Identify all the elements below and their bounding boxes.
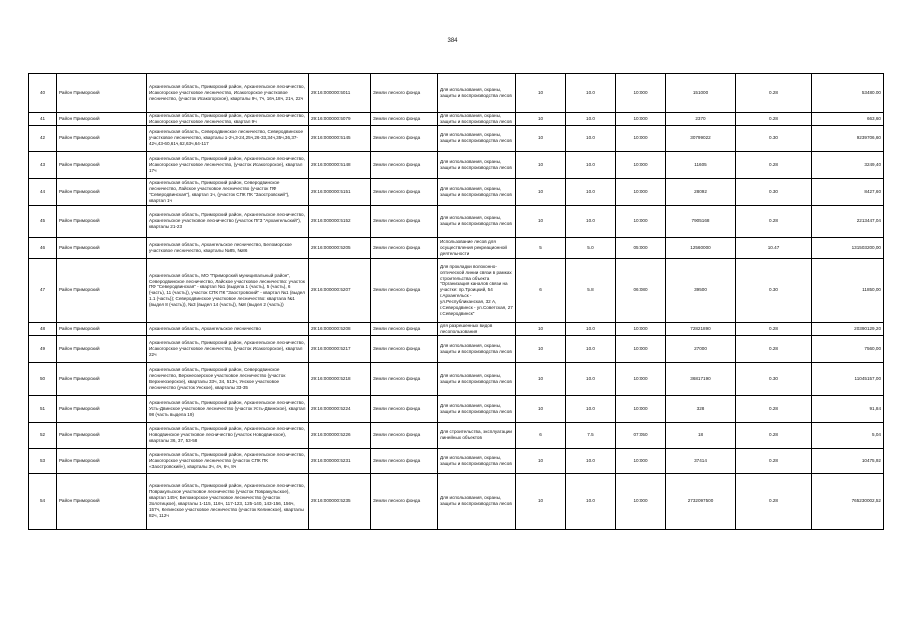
cadastral-value-cell: 9239706,60 xyxy=(812,125,884,151)
ratio-cell: 0.30 xyxy=(736,362,812,395)
ratio-cell: 0.28 xyxy=(736,335,812,362)
ratio-cell: 0.28 xyxy=(736,395,812,422)
table-row xyxy=(29,74,884,113)
row-number: 42 xyxy=(29,125,57,151)
location-cell: Архангельская область, Приморский район, Архангельское лесничество, Новодвинское участковое лесничество (участок Новодвинское), кварталы 36, 37, 53-58 xyxy=(147,422,309,448)
permitted-use-cell: для разрешенных видов лесопользования xyxy=(438,322,516,335)
area-cell: 328 xyxy=(666,395,736,422)
row-number: 44 xyxy=(29,178,57,205)
row-number: 54 xyxy=(29,473,57,529)
code-cell: 10:000 xyxy=(616,335,666,362)
district-cell: Район Приморский xyxy=(57,178,147,205)
district-cell: Район Приморский xyxy=(57,125,147,151)
location-cell: Архангельская область, Приморский район, Северодвинское лесничество, Лайское участковое лесничество (участок ПФ "Северодвинская"), квартал 1ч, (участок СПК ПК "Заостровский"), квартал 1ч xyxy=(147,178,309,205)
table-row xyxy=(29,395,884,422)
district-cell: Район Приморский xyxy=(57,237,147,258)
permitted-use-cell: Для использования, охраны, защиты и воспроизводства лесов xyxy=(438,335,516,362)
cadastral-number-cell: 29:16:000000:5207 xyxy=(309,258,371,322)
land-category-cell: Земли лесного фонда xyxy=(371,125,438,151)
code-cell: 10:000 xyxy=(616,448,666,473)
cadastral-number-cell: 29:16:000000:5208 xyxy=(309,322,371,335)
cadastral-number-cell: 29:16:000000:5151 xyxy=(309,178,371,205)
land-category-cell: Земли лесного фонда xyxy=(371,113,438,126)
location-cell: Архангельская область, Приморский район, Архангельское лесничество, Исакогорское участковое лесничество (участок СПК ПК «Заостровский»), кварталы 3ч, 4ч, 6ч, 8ч xyxy=(147,448,309,473)
rate-cell: 10 xyxy=(516,113,566,126)
table-row xyxy=(29,125,884,151)
land-category-cell: Земли лесного фонда xyxy=(371,322,438,335)
cadastral-value-cell: 663,60 xyxy=(812,113,884,126)
area-cell: 30799022 xyxy=(666,125,736,151)
code-cell: 10:000 xyxy=(616,125,666,151)
district-cell: Район Приморский xyxy=(57,322,147,335)
row-number: 46 xyxy=(29,237,57,258)
code-cell: 07:050 xyxy=(616,422,666,448)
code-cell: 06:080 xyxy=(616,258,666,322)
location-cell: Архангельская область, Приморский район, Архангельское лесничество, Усть-Двинское участковое лесничество (участок Усть-Двинское), квартал 98 (часть выдела 19) xyxy=(147,395,309,422)
area-cell: 36817190 xyxy=(666,362,736,395)
table-row xyxy=(29,237,884,258)
rate-cell: 5 xyxy=(516,237,566,258)
district-cell: Район Приморский xyxy=(57,473,147,529)
permitted-use-cell: Для использования, охраны, защиты и воспроизводства лесов xyxy=(438,178,516,205)
land-category-cell: Земли лесного фонда xyxy=(371,205,438,237)
cadastral-number-cell: 29:16:000000:5148 xyxy=(309,151,371,178)
ratio-cell: 0.30 xyxy=(736,258,812,322)
area-cell: 2370 xyxy=(666,113,736,126)
ratio-cell: 0.30 xyxy=(736,125,812,151)
table-row xyxy=(29,178,884,205)
code-cell: 10:000 xyxy=(616,395,666,422)
coefficient-cell: 10.0 xyxy=(566,335,616,362)
row-number: 47 xyxy=(29,258,57,322)
coefficient-cell: 10.0 xyxy=(566,362,616,395)
table-row xyxy=(29,422,884,448)
cadastral-value-cell: 53480.00 xyxy=(812,74,884,113)
permitted-use-cell: Для использования, охраны, защиты и воспроизводства лесов xyxy=(438,74,516,113)
area-cell: 28092 xyxy=(666,178,736,205)
cadastral-value-cell: 20390129,20 xyxy=(812,322,884,335)
land-category-cell: Земли лесного фонда xyxy=(371,473,438,529)
location-cell: Архангельская область, МО "Приморский муниципальный район", Северодвинское лесничество, Лайское участковое лесничество: участок ПФ "Северодвинская" - квартал №1 (выдела 1 (часть), 5 (часть), 6 (часть), 11 (часть)), участок СПК ПК "Заостровский" - квартал №1 (выдел 1.1 (часть)); Северодвинское участковое лесничество: квартала №1 (выдел 8 (часть)), №3 (выдел 14 (часть)), №8 (выдел 2 (часть)) xyxy=(147,258,309,322)
location-cell: Архангельская область, Приморский район, Архангельское лесничество, Исакогорское участковое лесничество, (участок Исакогорское), квартал 17ч xyxy=(147,151,309,178)
area-cell: 72821890 xyxy=(666,322,736,335)
code-cell: 10:000 xyxy=(616,362,666,395)
location-cell: Архангельская область, Северодвинское лесничество, Северодвинское участковое лесничество, кварталы 1-2ч,3-24,25ч,26-33,34ч,35ч,36,37-42ч,43-60,61ч,62,63ч,64-117 xyxy=(147,125,309,151)
permitted-use-cell: Для использования, охраны, защиты и воспроизводства лесов xyxy=(438,395,516,422)
ratio-cell: 0.28 xyxy=(736,422,812,448)
coefficient-cell: 5.8 xyxy=(566,258,616,322)
area-cell: 7905168 xyxy=(666,205,736,237)
permitted-use-cell: Использование лесов для осуществления рекреационной деятельности xyxy=(438,237,516,258)
land-category-cell: Земли лесного фонда xyxy=(371,448,438,473)
code-cell: 10:000 xyxy=(616,74,666,113)
location-cell: Архангельская область, Приморский район, Архангельское лесничество, Архангельское участковое лесничество (участок ПГЗ "Архангельский"), кварталы 21-23 xyxy=(147,205,309,237)
table-row xyxy=(29,113,884,126)
table-row xyxy=(29,258,884,322)
row-number: 40 xyxy=(29,74,57,113)
cadastral-number-cell: 29:16:000000:5224 xyxy=(309,395,371,422)
table-row xyxy=(29,335,884,362)
coefficient-cell: 10.0 xyxy=(566,113,616,126)
code-cell: 10:000 xyxy=(616,113,666,126)
location-cell: Архангельская область, Приморский район, Архангельское лесничество, Исакогорское участковое лесничество, Исакогорское участковое лесничество, (участок Исакогорское), кварталы 9ч, 7ч, 16ч,18ч, 21ч, 22ч xyxy=(147,74,309,113)
code-cell: 10:000 xyxy=(616,473,666,529)
cadastral-value-cell: 10475,92 xyxy=(812,448,884,473)
cadastral-number-cell: 29:16:000000:5152 xyxy=(309,205,371,237)
rate-cell: 6 xyxy=(516,422,566,448)
code-cell: 10:000 xyxy=(616,151,666,178)
land-register-table xyxy=(28,73,884,530)
land-category-cell: Земли лесного фонда xyxy=(371,335,438,362)
area-cell: 151000 xyxy=(666,74,736,113)
cadastral-value-cell: 91,84 xyxy=(812,395,884,422)
cadastral-value-cell: 5,04 xyxy=(812,422,884,448)
rate-cell: 10 xyxy=(516,205,566,237)
area-cell: 2732097500 xyxy=(666,473,736,529)
row-number: 52 xyxy=(29,422,57,448)
permitted-use-cell: Для использования, охраны, защиты и воспроизводства лесов xyxy=(438,473,516,529)
rate-cell: 10 xyxy=(516,178,566,205)
coefficient-cell: 10.0 xyxy=(566,74,616,113)
cadastral-value-cell: 2213447,04 xyxy=(812,205,884,237)
rate-cell: 10 xyxy=(516,448,566,473)
row-number: 53 xyxy=(29,448,57,473)
ratio-cell: 0.28 xyxy=(736,448,812,473)
coefficient-cell: 10.0 xyxy=(566,395,616,422)
row-number: 45 xyxy=(29,205,57,237)
permitted-use-cell: Для использования, охраны, защиты и воспроизводства лесов xyxy=(438,113,516,126)
rate-cell: 10 xyxy=(516,335,566,362)
land-category-cell: Земли лесного фонда xyxy=(371,362,438,395)
cadastral-number-cell: 29:16:000000:5011 xyxy=(309,74,371,113)
cadastral-number-cell: 29:16:000000:5218 xyxy=(309,362,371,395)
table-row xyxy=(29,448,884,473)
coefficient-cell: 10.0 xyxy=(566,205,616,237)
table-row xyxy=(29,362,884,395)
row-number: 41 xyxy=(29,113,57,126)
cadastral-value-cell: 131503200,00 xyxy=(812,237,884,258)
ratio-cell: 0.28 xyxy=(736,322,812,335)
location-cell: Архангельская область, Приморский район, Северодвинское лесничество, Верхнеозерское участковое лесничество (участок Верхнеозерское), кварталы 33ч, 34, 513ч, Унское участковое лесничество (участок Унское), кварталы 33-35 xyxy=(147,362,309,395)
area-cell: 37414 xyxy=(666,448,736,473)
ratio-cell: 0.28 xyxy=(736,205,812,237)
page-number: 384 xyxy=(447,38,458,44)
rate-cell: 6 xyxy=(516,258,566,322)
table-row xyxy=(29,473,884,529)
location-cell: Архангельская область, Архангельское лесничество xyxy=(147,322,309,335)
permitted-use-cell: Для использования, охраны, защиты и воспроизводства лесов xyxy=(438,125,516,151)
code-cell: 10:000 xyxy=(616,178,666,205)
land-category-cell: Земли лесного фонда xyxy=(371,237,438,258)
row-number: 43 xyxy=(29,151,57,178)
district-cell: Район Приморский xyxy=(57,362,147,395)
land-category-cell: Земли лесного фонда xyxy=(371,74,438,113)
location-cell: Архангельская область, Архангельское лесничество, Беломорское участковое лесничество, кварталы №85, №86 xyxy=(147,237,309,258)
cadastral-value-cell: 11850,00 xyxy=(812,258,884,322)
cadastral-number-cell: 29:16:000000:5226 xyxy=(309,422,371,448)
district-cell: Район Приморский xyxy=(57,74,147,113)
land-category-cell: Земли лесного фонда xyxy=(371,395,438,422)
district-cell: Район Приморский xyxy=(57,422,147,448)
coefficient-cell: 10.0 xyxy=(566,473,616,529)
land-category-cell: Земли лесного фонда xyxy=(371,178,438,205)
cadastral-value-cell: 7560,00 xyxy=(812,335,884,362)
cadastral-value-cell: 8427,60 xyxy=(812,178,884,205)
ratio-cell: 0.28 xyxy=(736,473,812,529)
coefficient-cell: 10.0 xyxy=(566,178,616,205)
cadastral-number-cell: 29:16:000000:5145 xyxy=(309,125,371,151)
district-cell: Район Приморский xyxy=(57,395,147,422)
location-cell: Архангельская область, Приморский район, Архангельское лесничество, Исакогорское участковое лесничество, квартал 9ч xyxy=(147,113,309,126)
area-cell: 39500 xyxy=(666,258,736,322)
location-cell: Архангельская область, Приморский район, Архангельское лесничество, Исакогорское участковое лесничество, (участок Исакогорское), квартал 22ч xyxy=(147,335,309,362)
table-row xyxy=(29,322,884,335)
ratio-cell: 0.28 xyxy=(736,151,812,178)
rate-cell: 10 xyxy=(516,362,566,395)
location-cell: Архангельская область, Приморский район, Архангельское лесничество, Повракульское участковое лесничество (участок Повракульское), квартал 145ч; Беломорское участковое лесничество (участок Золотицкое), кварталы 1-115, 116ч, 117-123, 125-140, 143-156, 156ч, 157ч, Келинское участковое лесничество (участок Келинское), кварталы 82ч, 112ч xyxy=(147,473,309,529)
permitted-use-cell: Для использования, охраны, защиты и воспроизводства лесов xyxy=(438,205,516,237)
coefficient-cell: 5.0 xyxy=(566,237,616,258)
rate-cell: 10 xyxy=(516,125,566,151)
code-cell: 10:000 xyxy=(616,322,666,335)
permitted-use-cell: Для использования, охраны, защиты и воспроизводства лесов xyxy=(438,448,516,473)
ratio-cell: 10.47 xyxy=(736,237,812,258)
cadastral-number-cell: 29:16:000000:5235 xyxy=(309,473,371,529)
coefficient-cell: 10.0 xyxy=(566,125,616,151)
coefficient-cell: 10.0 xyxy=(566,151,616,178)
rate-cell: 10 xyxy=(516,74,566,113)
land-category-cell: Земли лесного фонда xyxy=(371,422,438,448)
district-cell: Район Приморский xyxy=(57,113,147,126)
row-number: 50 xyxy=(29,362,57,395)
district-cell: Район Приморский xyxy=(57,448,147,473)
code-cell: 10:000 xyxy=(616,205,666,237)
ratio-cell: 0.30 xyxy=(736,178,812,205)
table-row xyxy=(29,205,884,237)
area-cell: 18 xyxy=(666,422,736,448)
row-number: 49 xyxy=(29,335,57,362)
land-category-cell: Земли лесного фонда xyxy=(371,151,438,178)
permitted-use-cell: Для использования, охраны, защиты и воспроизводства лесов xyxy=(438,151,516,178)
land-category-cell: Земли лесного фонда xyxy=(371,258,438,322)
ratio-cell: 0.28 xyxy=(736,74,812,113)
coefficient-cell: 10.0 xyxy=(566,448,616,473)
rate-cell: 10 xyxy=(516,151,566,178)
district-cell: Район Приморский xyxy=(57,151,147,178)
ratio-cell: 0.28 xyxy=(736,113,812,126)
cadastral-value-cell: 765230002,52 xyxy=(812,473,884,529)
cadastral-value-cell: 3249,40 xyxy=(812,151,884,178)
district-cell: Район Приморский xyxy=(57,205,147,237)
district-cell: Район Приморский xyxy=(57,258,147,322)
area-cell: 12560000 xyxy=(666,237,736,258)
district-cell: Район Приморский xyxy=(57,335,147,362)
row-number: 51 xyxy=(29,395,57,422)
cadastral-value-cell: 11045157,00 xyxy=(812,362,884,395)
cadastral-number-cell: 29:16:000000:5217 xyxy=(309,335,371,362)
cadastral-number-cell: 29:16:000000:5079 xyxy=(309,113,371,126)
coefficient-cell: 7.5 xyxy=(566,422,616,448)
row-number: 48 xyxy=(29,322,57,335)
table-body xyxy=(29,74,884,530)
area-cell: 27000 xyxy=(666,335,736,362)
cadastral-number-cell: 29:16:000000:5231 xyxy=(309,448,371,473)
rate-cell: 10 xyxy=(516,395,566,422)
rate-cell: 10 xyxy=(516,322,566,335)
table-row xyxy=(29,151,884,178)
area-cell: 11605 xyxy=(666,151,736,178)
permitted-use-cell: Для прокладки волоконно-оптической линии связи в рамках строительства объекта "Организация каналов связи на участке: пр.Троицкий, 54 г.Архангельск - ул.Республиканская, 32 А, г.Северодвинск - ул.Советская, 27 г.Северодвинск" xyxy=(438,258,516,322)
permitted-use-cell: Для строительства, эксплуатации линейных объектов xyxy=(438,422,516,448)
code-cell: 05:000 xyxy=(616,237,666,258)
cadastral-number-cell: 29:16:000000:5205 xyxy=(309,237,371,258)
permitted-use-cell: Для использования, охраны, защиты и воспроизводства лесов xyxy=(438,362,516,395)
rate-cell: 10 xyxy=(516,473,566,529)
coefficient-cell: 10.0 xyxy=(566,322,616,335)
